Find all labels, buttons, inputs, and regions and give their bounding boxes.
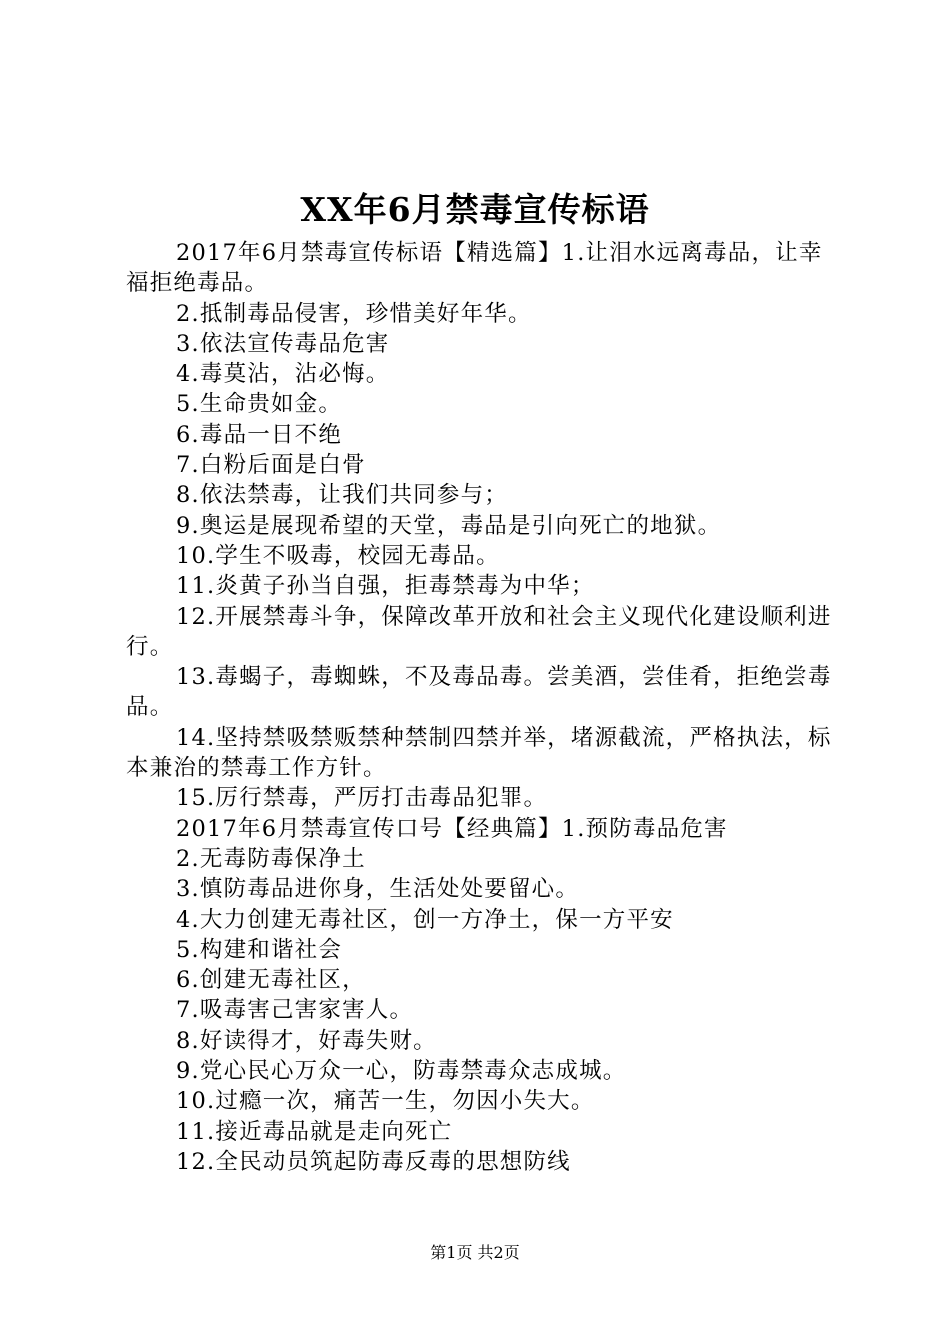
- document-body: [126, 238, 832, 1177]
- paragraph: 7.吸毒害己害家害人。: [176, 997, 414, 1024]
- paragraph: 2.无毒防毒保净土: [176, 845, 366, 872]
- paragraph: 5.生命贵如金。: [176, 391, 343, 418]
- paragraph: 9.党心民心万众一心，防毒禁毒众志成城。: [176, 1058, 627, 1085]
- paragraph: 2017年6月禁毒宣传标语【精选篇】1.让泪水远离毒品，让幸福拒绝毒品。: [126, 240, 823, 297]
- paragraph: 7.白粉后面是白骨: [176, 452, 366, 479]
- paragraph: 12.全民动员筑起防毒反毒的思想防线: [176, 1148, 571, 1175]
- paragraph: 5.构建和谐社会: [176, 936, 343, 963]
- paragraph: 15.厉行禁毒，严厉打击毒品犯罪。: [176, 785, 548, 812]
- paragraph: 11.炎黄子孙当自强，拒毒禁毒为中华；: [176, 573, 595, 600]
- paragraph: 8.好读得才，好毒失财。: [176, 1027, 437, 1054]
- paragraph: 9.奥运是展现希望的天堂，毒品是引向死亡的地狱。: [176, 512, 722, 539]
- paragraph: 8.依法禁毒，让我们共同参与；: [176, 482, 508, 509]
- paragraph: 6.创建无毒社区，: [176, 967, 366, 994]
- paragraph: 11.接近毒品就是走向死亡: [176, 1118, 453, 1145]
- paragraph: 2.抵制毒品侵害，珍惜美好年华。: [176, 300, 532, 327]
- paragraph: 10.学生不吸毒，校园无毒品。: [176, 542, 500, 569]
- paragraph: 3.依法宣传毒品危害: [176, 330, 390, 357]
- paragraph: 13.毒蝎子，毒蜘蛛，不及毒品毒。尝美酒，尝佳肴，拒绝尝毒品。: [126, 664, 832, 721]
- paragraph: 4.大力创建无毒社区，创一方净土，保一方平安: [176, 906, 674, 933]
- paragraph: 3.慎防毒品进你身，生活处处要留心。: [176, 876, 580, 903]
- paragraph: 14.坚持禁吸禁贩禁种禁制四禁并举，堵源截流，严格执法，标本兼治的禁毒工作方针。: [126, 724, 832, 782]
- paragraph: 4.毒莫沾，沾必悔。: [176, 361, 390, 388]
- paragraph: 12.开展禁毒斗争，保障改革开放和社会主义现代化建设顺利进行。: [126, 603, 832, 660]
- paragraph: 2017年6月禁毒宣传口号【经典篇】1.预防毒品危害: [176, 815, 728, 842]
- page-footer: 第1页 共2页: [430, 1243, 520, 1262]
- paragraph: 10.过瘾一次，痛苦一生，勿因小失大。: [176, 1088, 595, 1115]
- paragraph: 6.毒品一日不绝: [176, 421, 343, 448]
- page-title: XX年6月禁毒宣传标语: [300, 190, 650, 229]
